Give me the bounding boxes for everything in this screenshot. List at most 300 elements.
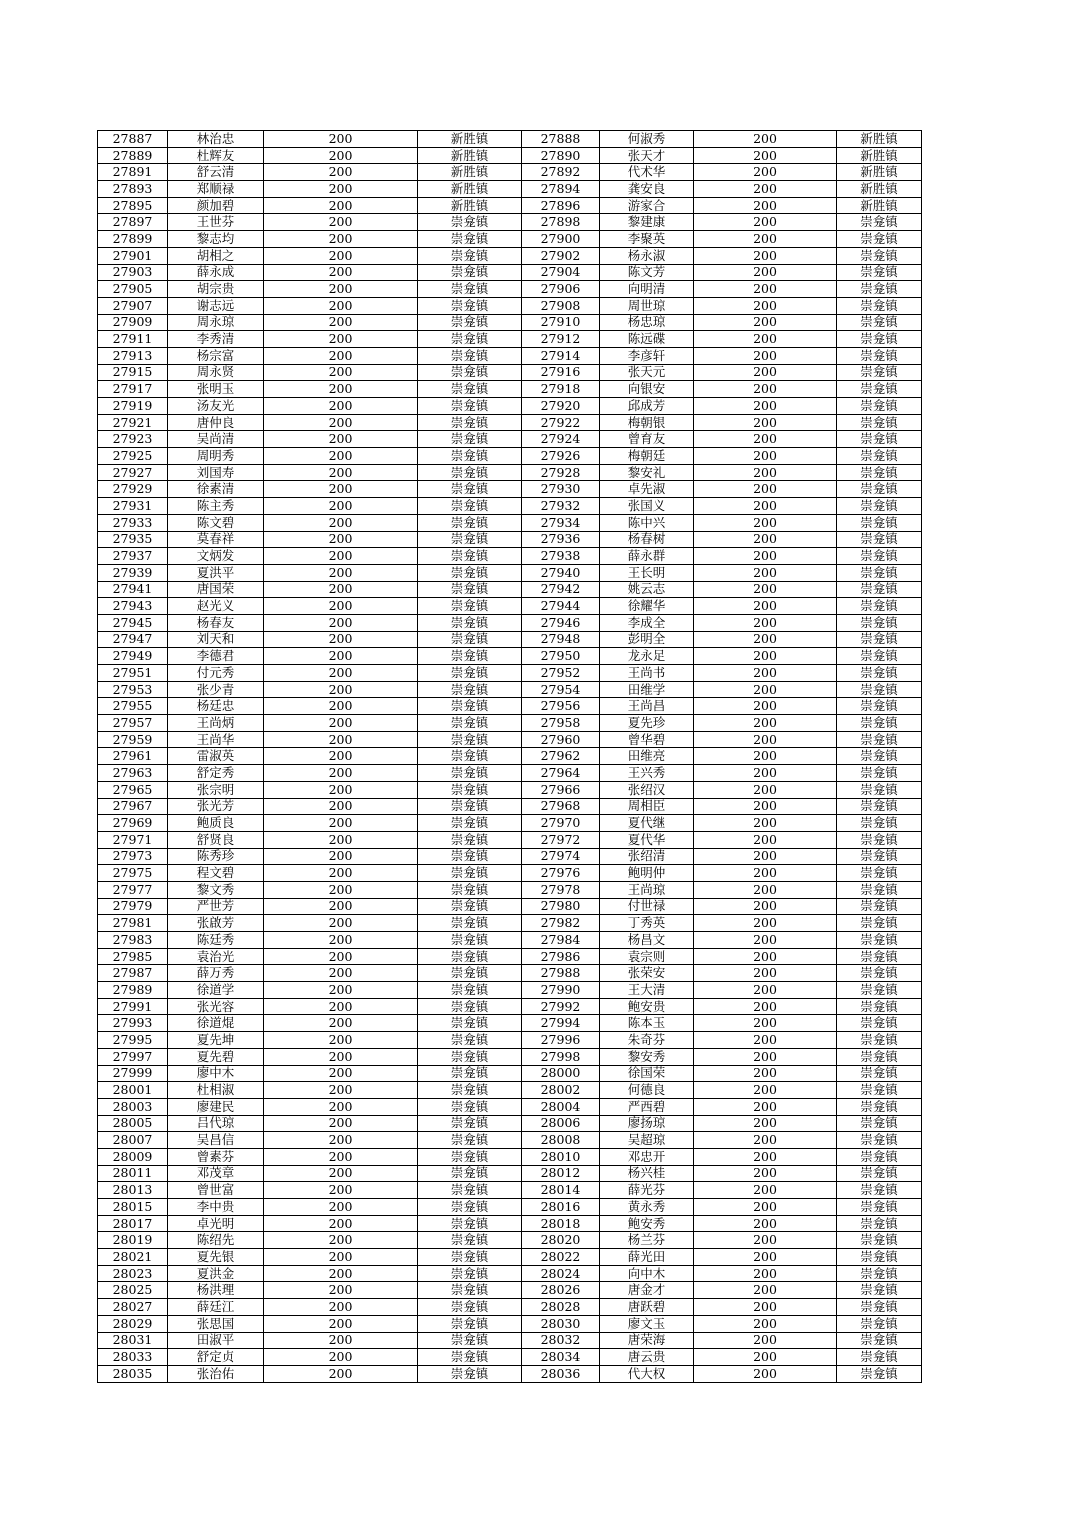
table-row: [98, 1132, 922, 1149]
id-cell: 28000: [522, 1065, 600, 1082]
town-cell: 崇龛镇: [837, 614, 922, 631]
table-row: [98, 214, 922, 231]
name-cell: 张国义: [600, 498, 694, 515]
id-cell: 28022: [522, 1249, 600, 1266]
amount-cell: 200: [694, 865, 837, 882]
amount-cell: 200: [264, 648, 418, 665]
amount-cell: 200: [694, 648, 837, 665]
name-cell: 薛光芬: [600, 1182, 694, 1199]
amount-cell: 200: [694, 281, 837, 298]
name-cell: 张宗明: [168, 781, 264, 798]
name-cell: 夏先银: [168, 1249, 264, 1266]
town-cell: 崇龛镇: [418, 1115, 522, 1132]
amount-cell: 200: [264, 498, 418, 515]
town-cell: 崇龛镇: [837, 698, 922, 715]
table-row: [98, 781, 922, 798]
table-row: [98, 364, 922, 381]
town-cell: 崇龛镇: [418, 448, 522, 465]
town-cell: 崇龛镇: [418, 698, 522, 715]
id-cell: 27900: [522, 231, 600, 248]
town-cell: 崇龛镇: [837, 915, 922, 932]
name-cell: 张绍清: [600, 848, 694, 865]
amount-cell: 200: [694, 231, 837, 248]
name-cell: 陈绍先: [168, 1232, 264, 1249]
id-cell: 27897: [98, 214, 168, 231]
amount-cell: 200: [264, 715, 418, 732]
id-cell: 28027: [98, 1299, 168, 1316]
amount-cell: 200: [264, 898, 418, 915]
id-cell: 27926: [522, 448, 600, 465]
name-cell: 邱成芳: [600, 398, 694, 415]
town-cell: 崇龛镇: [418, 865, 522, 882]
town-cell: 崇龛镇: [418, 1299, 522, 1316]
id-cell: 27898: [522, 214, 600, 231]
name-cell: 王尚琼: [600, 881, 694, 898]
name-cell: 杨兰芬: [600, 1232, 694, 1249]
amount-cell: 200: [264, 1299, 418, 1316]
amount-cell: 200: [694, 731, 837, 748]
id-cell: 27988: [522, 965, 600, 982]
name-cell: 刘国寿: [168, 464, 264, 481]
id-cell: 27983: [98, 932, 168, 949]
town-cell: 崇龛镇: [418, 1032, 522, 1049]
id-cell: 28006: [522, 1115, 600, 1132]
table-row: [98, 1115, 922, 1132]
town-cell: 崇龛镇: [837, 498, 922, 515]
id-cell: 27917: [98, 381, 168, 398]
id-cell: 27978: [522, 881, 600, 898]
amount-cell: 200: [694, 1182, 837, 1199]
name-cell: 杨洪理: [168, 1282, 264, 1299]
town-cell: 崇龛镇: [837, 1148, 922, 1165]
table-row: [98, 1148, 922, 1165]
town-cell: 崇龛镇: [418, 398, 522, 415]
town-cell: 崇龛镇: [837, 1215, 922, 1232]
amount-cell: 200: [694, 264, 837, 281]
town-cell: 崇龛镇: [837, 1082, 922, 1099]
amount-cell: 200: [694, 181, 837, 198]
amount-cell: 200: [694, 898, 837, 915]
town-cell: 崇龛镇: [837, 398, 922, 415]
id-cell: 27914: [522, 347, 600, 364]
table-row: [98, 314, 922, 331]
id-cell: 28012: [522, 1165, 600, 1182]
amount-cell: 200: [694, 314, 837, 331]
name-cell: 薛廷江: [168, 1299, 264, 1316]
table-row: [98, 932, 922, 949]
amount-cell: 200: [694, 431, 837, 448]
table-row: [98, 948, 922, 965]
id-cell: 27960: [522, 731, 600, 748]
id-cell: 28017: [98, 1215, 168, 1232]
id-cell: 27966: [522, 781, 600, 798]
town-cell: 新胜镇: [837, 197, 922, 214]
amount-cell: 200: [264, 915, 418, 932]
amount-cell: 200: [264, 1148, 418, 1165]
amount-cell: 200: [264, 381, 418, 398]
town-cell: 崇龛镇: [837, 347, 922, 364]
id-cell: 27996: [522, 1032, 600, 1049]
id-cell: 27896: [522, 197, 600, 214]
town-cell: 崇龛镇: [837, 1232, 922, 1249]
amount-cell: 200: [694, 1315, 837, 1332]
name-cell: 杨春树: [600, 531, 694, 548]
amount-cell: 200: [264, 147, 418, 164]
name-cell: 颜加碧: [168, 197, 264, 214]
amount-cell: 200: [694, 631, 837, 648]
amount-cell: 200: [264, 1032, 418, 1049]
id-cell: 27943: [98, 598, 168, 615]
town-cell: 崇龛镇: [837, 414, 922, 431]
id-cell: 27888: [522, 131, 600, 148]
id-cell: 27933: [98, 514, 168, 531]
table-row: [98, 464, 922, 481]
id-cell: 27992: [522, 998, 600, 1015]
amount-cell: 200: [264, 1082, 418, 1099]
table-row: [98, 231, 922, 248]
name-cell: 夏洪金: [168, 1265, 264, 1282]
table-row: [98, 848, 922, 865]
table-row: [98, 1048, 922, 1065]
name-cell: 陈中兴: [600, 514, 694, 531]
table-row: [98, 681, 922, 698]
table-row: [98, 815, 922, 832]
id-cell: 27991: [98, 998, 168, 1015]
id-cell: 28033: [98, 1349, 168, 1366]
id-cell: 28028: [522, 1299, 600, 1316]
id-cell: 27974: [522, 848, 600, 865]
table-row: [98, 614, 922, 631]
id-cell: 27891: [98, 164, 168, 181]
name-cell: 彭明全: [600, 631, 694, 648]
name-cell: 唐金才: [600, 1282, 694, 1299]
town-cell: 崇龛镇: [837, 381, 922, 398]
id-cell: 28003: [98, 1098, 168, 1115]
id-cell: 28014: [522, 1182, 600, 1199]
town-cell: 崇龛镇: [418, 481, 522, 498]
amount-cell: 200: [264, 1349, 418, 1366]
id-cell: 27949: [98, 648, 168, 665]
table-row: [98, 297, 922, 314]
amount-cell: 200: [694, 364, 837, 381]
name-cell: 张天才: [600, 147, 694, 164]
id-cell: 28021: [98, 1249, 168, 1266]
id-cell: 27929: [98, 481, 168, 498]
town-cell: 崇龛镇: [418, 297, 522, 314]
id-cell: 27957: [98, 715, 168, 732]
name-cell: 陈秀珍: [168, 848, 264, 865]
town-cell: 崇龛镇: [418, 915, 522, 932]
table-row: [98, 965, 922, 982]
name-cell: 陈主秀: [168, 498, 264, 515]
table-row: [98, 1249, 922, 1266]
table-row: [98, 514, 922, 531]
name-cell: 黄永秀: [600, 1199, 694, 1216]
town-cell: 崇龛镇: [418, 1315, 522, 1332]
name-cell: 梅朝银: [600, 414, 694, 431]
id-cell: 27941: [98, 581, 168, 598]
table-row: [98, 1315, 922, 1332]
amount-cell: 200: [694, 1215, 837, 1232]
town-cell: 崇龛镇: [837, 1098, 922, 1115]
id-cell: 28029: [98, 1315, 168, 1332]
town-cell: 新胜镇: [418, 131, 522, 148]
amount-cell: 200: [694, 347, 837, 364]
town-cell: 崇龛镇: [837, 1299, 922, 1316]
town-cell: 新胜镇: [418, 181, 522, 198]
id-cell: 28032: [522, 1332, 600, 1349]
name-cell: 梅朝廷: [600, 448, 694, 465]
town-cell: 崇龛镇: [837, 865, 922, 882]
amount-cell: 200: [264, 1015, 418, 1032]
amount-cell: 200: [264, 1199, 418, 1216]
id-cell: 27953: [98, 681, 168, 698]
table-row: [98, 398, 922, 415]
name-cell: 薛永群: [600, 548, 694, 565]
id-cell: 27990: [522, 982, 600, 999]
name-cell: 薛永成: [168, 264, 264, 281]
amount-cell: 200: [264, 965, 418, 982]
id-cell: 27899: [98, 231, 168, 248]
name-cell: 陈文碧: [168, 514, 264, 531]
name-cell: 陈廷秀: [168, 932, 264, 949]
amount-cell: 200: [264, 748, 418, 765]
amount-cell: 200: [264, 698, 418, 715]
amount-cell: 200: [694, 1249, 837, 1266]
town-cell: 新胜镇: [418, 197, 522, 214]
town-cell: 新胜镇: [418, 164, 522, 181]
amount-cell: 200: [694, 698, 837, 715]
town-cell: 崇龛镇: [418, 414, 522, 431]
name-cell: 王尚华: [168, 731, 264, 748]
id-cell: 27993: [98, 1015, 168, 1032]
id-cell: 27904: [522, 264, 600, 281]
name-cell: 曾育友: [600, 431, 694, 448]
amount-cell: 200: [264, 414, 418, 431]
id-cell: 27986: [522, 948, 600, 965]
amount-cell: 200: [694, 881, 837, 898]
name-cell: 杜相淑: [168, 1082, 264, 1099]
id-cell: 27962: [522, 748, 600, 765]
town-cell: 崇龛镇: [837, 1115, 922, 1132]
table-row: [98, 598, 922, 615]
table-row: [98, 715, 922, 732]
name-cell: 张思国: [168, 1315, 264, 1332]
name-cell: 向中木: [600, 1265, 694, 1282]
town-cell: 崇龛镇: [418, 364, 522, 381]
town-cell: 崇龛镇: [418, 1098, 522, 1115]
amount-cell: 200: [694, 1299, 837, 1316]
town-cell: 崇龛镇: [837, 631, 922, 648]
amount-cell: 200: [694, 381, 837, 398]
town-cell: 崇龛镇: [418, 1165, 522, 1182]
name-cell: 鲍质良: [168, 815, 264, 832]
amount-cell: 200: [694, 1199, 837, 1216]
town-cell: 崇龛镇: [837, 848, 922, 865]
town-cell: 崇龛镇: [418, 1048, 522, 1065]
town-cell: 崇龛镇: [837, 1349, 922, 1366]
id-cell: 27998: [522, 1048, 600, 1065]
town-cell: 崇龛镇: [418, 498, 522, 515]
id-cell: 28005: [98, 1115, 168, 1132]
table-row: [98, 281, 922, 298]
name-cell: 周永琼: [168, 314, 264, 331]
amount-cell: 200: [264, 1132, 418, 1149]
table-row: [98, 581, 922, 598]
amount-cell: 200: [264, 614, 418, 631]
id-cell: 27976: [522, 865, 600, 882]
name-cell: 夏先珍: [600, 715, 694, 732]
name-cell: 杜辉友: [168, 147, 264, 164]
name-cell: 田维亮: [600, 748, 694, 765]
table-row: [98, 1015, 922, 1032]
name-cell: 薛万秀: [168, 965, 264, 982]
amount-cell: 200: [264, 131, 418, 148]
table-row: [98, 1349, 922, 1366]
id-cell: 28030: [522, 1315, 600, 1332]
amount-cell: 200: [264, 1232, 418, 1249]
amount-cell: 200: [264, 765, 418, 782]
amount-cell: 200: [264, 1165, 418, 1182]
town-cell: 新胜镇: [418, 147, 522, 164]
town-cell: 崇龛镇: [837, 281, 922, 298]
amount-cell: 200: [264, 247, 418, 264]
amount-cell: 200: [264, 932, 418, 949]
id-cell: 27908: [522, 297, 600, 314]
name-cell: 徐国荣: [600, 1065, 694, 1082]
town-cell: 崇龛镇: [418, 598, 522, 615]
id-cell: 27911: [98, 331, 168, 348]
town-cell: 崇龛镇: [418, 1065, 522, 1082]
table-row: [98, 1032, 922, 1049]
name-cell: 丁秀英: [600, 915, 694, 932]
id-cell: 28020: [522, 1232, 600, 1249]
town-cell: 崇龛镇: [418, 531, 522, 548]
amount-cell: 200: [264, 181, 418, 198]
id-cell: 27925: [98, 448, 168, 465]
town-cell: 崇龛镇: [418, 998, 522, 1015]
town-cell: 崇龛镇: [837, 798, 922, 815]
amount-cell: 200: [694, 464, 837, 481]
data-table: [97, 130, 922, 1383]
town-cell: 崇龛镇: [418, 464, 522, 481]
amount-cell: 200: [264, 948, 418, 965]
name-cell: 廖中木: [168, 1065, 264, 1082]
table-row: [98, 131, 922, 148]
town-cell: 崇龛镇: [418, 614, 522, 631]
town-cell: 崇龛镇: [418, 781, 522, 798]
amount-cell: 200: [264, 982, 418, 999]
name-cell: 徐道学: [168, 982, 264, 999]
amount-cell: 200: [694, 448, 837, 465]
table-row: [98, 564, 922, 581]
town-cell: 新胜镇: [837, 181, 922, 198]
name-cell: 黎文秀: [168, 881, 264, 898]
id-cell: 27967: [98, 798, 168, 815]
name-cell: 文炳发: [168, 548, 264, 565]
amount-cell: 200: [694, 531, 837, 548]
table-row: [98, 1082, 922, 1099]
amount-cell: 200: [264, 264, 418, 281]
table-row: [98, 1282, 922, 1299]
name-cell: 张治佑: [168, 1365, 264, 1382]
amount-cell: 200: [694, 297, 837, 314]
id-cell: 27975: [98, 865, 168, 882]
name-cell: 周相臣: [600, 798, 694, 815]
table-row: [98, 331, 922, 348]
table-row: [98, 1232, 922, 1249]
name-cell: 薛光田: [600, 1249, 694, 1266]
town-cell: 崇龛镇: [418, 748, 522, 765]
amount-cell: 200: [694, 1232, 837, 1249]
amount-cell: 200: [264, 1115, 418, 1132]
amount-cell: 200: [264, 214, 418, 231]
amount-cell: 200: [694, 1115, 837, 1132]
id-cell: 27887: [98, 131, 168, 148]
town-cell: 崇龛镇: [418, 815, 522, 832]
town-cell: 崇龛镇: [837, 598, 922, 615]
id-cell: 27890: [522, 147, 600, 164]
amount-cell: 200: [694, 147, 837, 164]
name-cell: 付世禄: [600, 898, 694, 915]
name-cell: 曾素芬: [168, 1148, 264, 1165]
name-cell: 王尚书: [600, 665, 694, 682]
name-cell: 鲍安秀: [600, 1215, 694, 1232]
name-cell: 李彦轩: [600, 347, 694, 364]
id-cell: 28004: [522, 1098, 600, 1115]
name-cell: 张明玉: [168, 381, 264, 398]
amount-cell: 200: [694, 598, 837, 615]
amount-cell: 200: [694, 1065, 837, 1082]
id-cell: 28001: [98, 1082, 168, 1099]
amount-cell: 200: [694, 1165, 837, 1182]
id-cell: 27923: [98, 431, 168, 448]
name-cell: 陈远碟: [600, 331, 694, 348]
town-cell: 新胜镇: [837, 147, 922, 164]
town-cell: 崇龛镇: [837, 1265, 922, 1282]
name-cell: 朱奇芬: [600, 1032, 694, 1049]
amount-cell: 200: [264, 197, 418, 214]
name-cell: 李聚英: [600, 231, 694, 248]
amount-cell: 200: [694, 831, 837, 848]
town-cell: 崇龛镇: [837, 548, 922, 565]
amount-cell: 200: [264, 514, 418, 531]
amount-cell: 200: [264, 881, 418, 898]
name-cell: 周永贤: [168, 364, 264, 381]
id-cell: 28002: [522, 1082, 600, 1099]
id-cell: 27979: [98, 898, 168, 915]
table-row: [98, 498, 922, 515]
town-cell: 崇龛镇: [418, 1015, 522, 1032]
table-row: [98, 798, 922, 815]
id-cell: 28036: [522, 1365, 600, 1382]
amount-cell: 200: [264, 665, 418, 682]
id-cell: 27972: [522, 831, 600, 848]
id-cell: 27903: [98, 264, 168, 281]
town-cell: 崇龛镇: [837, 231, 922, 248]
town-cell: 崇龛镇: [418, 1249, 522, 1266]
name-cell: 唐仲良: [168, 414, 264, 431]
amount-cell: 200: [264, 564, 418, 581]
id-cell: 27920: [522, 398, 600, 415]
name-cell: 黎安礼: [600, 464, 694, 481]
name-cell: 徐道焜: [168, 1015, 264, 1032]
id-cell: 27968: [522, 798, 600, 815]
name-cell: 刘天和: [168, 631, 264, 648]
amount-cell: 200: [264, 1265, 418, 1282]
town-cell: 崇龛镇: [837, 1132, 922, 1149]
table-row: [98, 731, 922, 748]
